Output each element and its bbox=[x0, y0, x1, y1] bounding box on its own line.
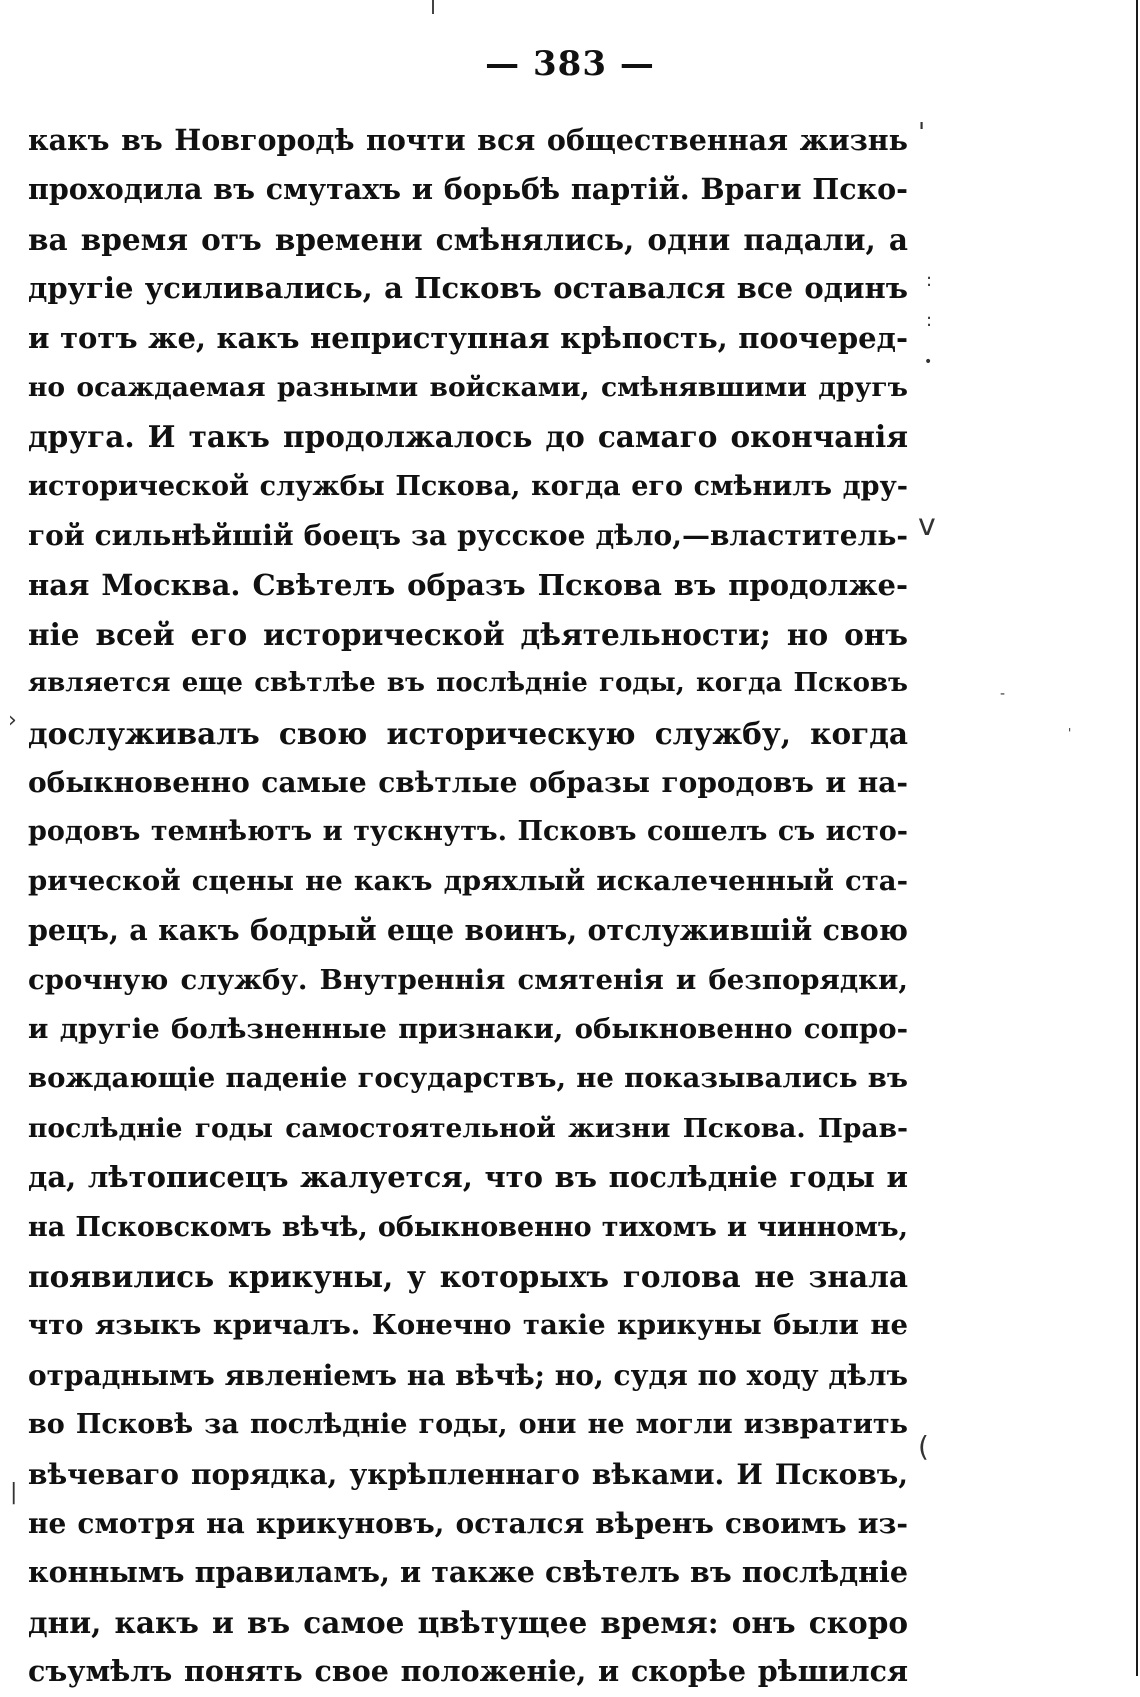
text-line: исторической службы Пскова, когда его смѣнилъ дру- bbox=[28, 470, 908, 502]
margin-mark: ( bbox=[918, 1430, 929, 1463]
text-line: и другіе болѣзненные признаки, обыкновенно сопро- bbox=[28, 1013, 908, 1046]
text-line: и тотъ же, какъ неприступная крѣпость, поочеред- bbox=[28, 320, 908, 355]
text-line: съумѣлъ понять свое положеніе, и скорѣе рѣшился bbox=[28, 1654, 908, 1689]
margin-mark: v bbox=[918, 508, 936, 543]
text-line: что языкъ кричалъ. Конечно такіе крикуны были не bbox=[28, 1309, 908, 1342]
text-line: отраднымъ явленіемъ на вѣчѣ; но, судя по ходу дѣлъ bbox=[28, 1358, 908, 1392]
text-line: дослуживалъ свою историческую службу, когда bbox=[28, 715, 908, 751]
margin-mark: : bbox=[926, 310, 933, 331]
margin-mark: ' bbox=[1068, 726, 1072, 740]
page-number: — 383 — bbox=[485, 44, 655, 84]
text-line: обыкновенно самые свѣтлые образы городовъ и на- bbox=[28, 766, 908, 800]
text-line: родовъ темнѣютъ и тускнутъ. Псковъ сошелъ съ исто- bbox=[28, 816, 908, 848]
text-line: вѣчеваго порядка, укрѣпленнаго вѣками. И Псковъ, bbox=[28, 1457, 908, 1491]
text-line: ва время отъ времени смѣнялись, одни падали, а bbox=[28, 221, 908, 257]
margin-mark: : bbox=[926, 270, 933, 291]
text-line: появились крикуны, у которыхъ голова не знала bbox=[28, 1258, 908, 1294]
margin-mark: • bbox=[924, 354, 933, 370]
text-line: да, лѣтописецъ жалуется, что въ послѣдніе годы и bbox=[28, 1160, 908, 1195]
text-line: является еще свѣтлѣе въ послѣдніе годы, когда Псковъ bbox=[28, 668, 908, 699]
text-line: рецъ, а какъ бодрый еще воинъ, отслужившій свою bbox=[28, 913, 908, 948]
page-edge-rule bbox=[1136, 0, 1138, 1676]
margin-mark: - bbox=[1000, 686, 1006, 702]
text-line: во Псковѣ за послѣдніе годы, они не могли извратить bbox=[28, 1409, 908, 1441]
text-line: дни, какъ и въ самое цвѣтущее время: онъ скоро bbox=[28, 1604, 908, 1640]
text-line: проходила въ смутахъ и борьбѣ партій. Враги Пско- bbox=[28, 172, 908, 207]
top-edge-mark bbox=[432, 0, 434, 14]
text-line: рической сцены не какъ дряхлый искалеченный ста- bbox=[28, 864, 908, 897]
margin-mark: › bbox=[8, 708, 17, 733]
text-line: но осаждаемая разными войсками, смѣнявшими другъ bbox=[28, 371, 908, 403]
text-line: на Псковскомъ вѣчѣ, обыкновенно тихомъ и чинномъ, bbox=[28, 1211, 908, 1243]
margin-mark: | bbox=[10, 1480, 18, 1505]
text-line: не смотря на крикуновъ, остался вѣренъ своимъ из- bbox=[28, 1506, 908, 1540]
text-line: ная Москва. Свѣтелъ образъ Пскова въ продолже- bbox=[28, 567, 908, 602]
text-line: другіе усиливались, а Псковъ оставался все одинъ bbox=[28, 271, 908, 306]
text-line: послѣдніе годы самостоятельной жизни Пскова. Прав- bbox=[28, 1112, 908, 1144]
text-line: коннымъ правиламъ, и также свѣтелъ въ послѣдніе bbox=[28, 1555, 908, 1590]
text-line: вождающіе паденіе государствъ, не показывались въ bbox=[28, 1062, 908, 1095]
text-line: гой сильнѣйшій боецъ за русское дѣло,—властитель- bbox=[28, 519, 908, 553]
text-line: срочную службу. Внутреннія смятенія и безпорядки, bbox=[28, 963, 908, 996]
text-line: ніе всей его исторической дѣятельности; но онъ bbox=[28, 616, 908, 652]
text-line: какъ въ Новгородѣ почти вся общественная жизнь bbox=[28, 123, 908, 157]
text-line: друга. И такъ продолжалось до самаго окончанія bbox=[28, 419, 908, 455]
body-text bbox=[28, 116, 908, 1697]
margin-mark: ' bbox=[918, 118, 926, 148]
